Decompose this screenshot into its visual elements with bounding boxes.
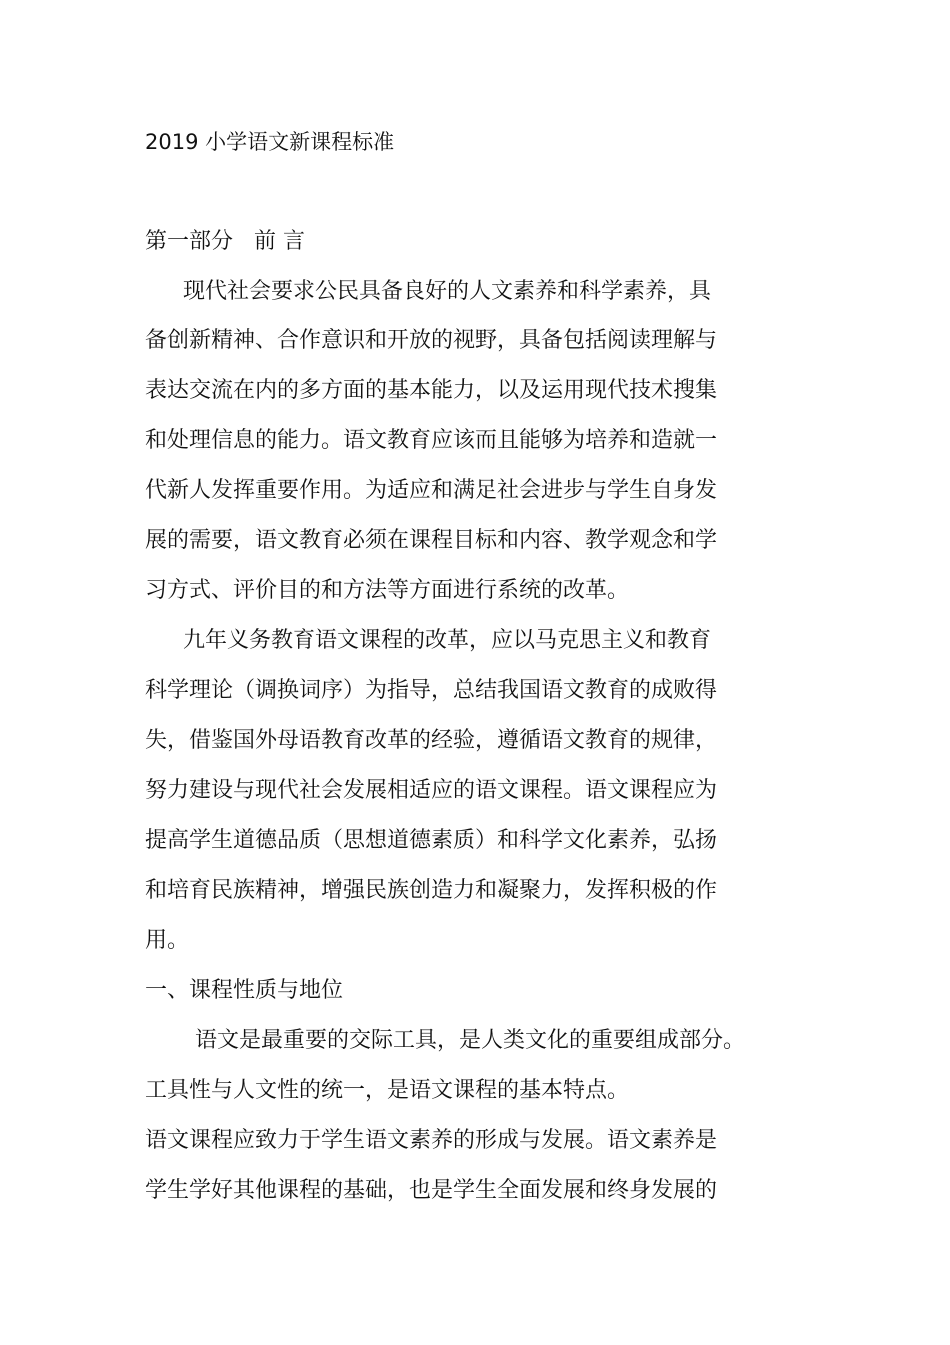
paragraph-line: 学生学好其他课程的基础，也是学生全面发展和终身发展的 — [145, 1178, 718, 1203]
paragraph-line: 九年义务教育语文课程的改革，应以马克思主义和教育 — [183, 628, 712, 653]
paragraph-line: 科学理论（调换词序）为指导，总结我国语文教育的成败得 — [145, 678, 718, 703]
paragraph-line: 失，借鉴国外母语教育改革的经验，遵循语文教育的规律， — [145, 728, 718, 753]
paragraph-line: 和培育民族精神，增强民族创造力和凝聚力，发挥积极的作 — [145, 878, 718, 903]
paragraph-line: 展的需要，语文教育必须在课程目标和内容、教学观念和学 — [145, 528, 718, 553]
document-title: 2019 小学语文新课程标准 — [145, 130, 395, 154]
part-heading: 第一部分 前 言 — [145, 229, 305, 254]
paragraph-line: 提高学生道德品质（思想道德素质）和科学文化素养，弘扬 — [145, 828, 718, 853]
paragraph-line: 语文课程应致力于学生语文素养的形成与发展。语文素养是 — [145, 1128, 718, 1153]
paragraph-line: 和处理信息的能力。语文教育应该而且能够为培养和造就一 — [145, 428, 718, 453]
paragraph-line: 表达交流在内的多方面的基本能力，以及运用现代技术搜集 — [145, 378, 718, 403]
section-heading: 一、课程性质与地位 — [145, 978, 344, 1003]
paragraph-line: 用。 — [145, 928, 190, 953]
paragraph-line: 工具性与人文性的统一，是语文课程的基本特点。 — [145, 1078, 630, 1103]
paragraph-line: 备创新精神、合作意识和开放的视野，具备包括阅读理解与 — [145, 328, 718, 353]
paragraph-line: 语文是最重要的交际工具，是人类文化的重要组成部分。 — [195, 1028, 746, 1053]
paragraph-line: 现代社会要求公民具备良好的人文素养和科学素养，具 — [183, 279, 712, 304]
paragraph-line: 努力建设与现代社会发展相适应的语文课程。语文课程应为 — [145, 778, 718, 803]
paragraph-line: 代新人发挥重要作用。为适应和满足社会进步与学生自身发 — [145, 478, 718, 503]
paragraph-line: 习方式、评价目的和方法等方面进行系统的改革。 — [145, 578, 630, 603]
